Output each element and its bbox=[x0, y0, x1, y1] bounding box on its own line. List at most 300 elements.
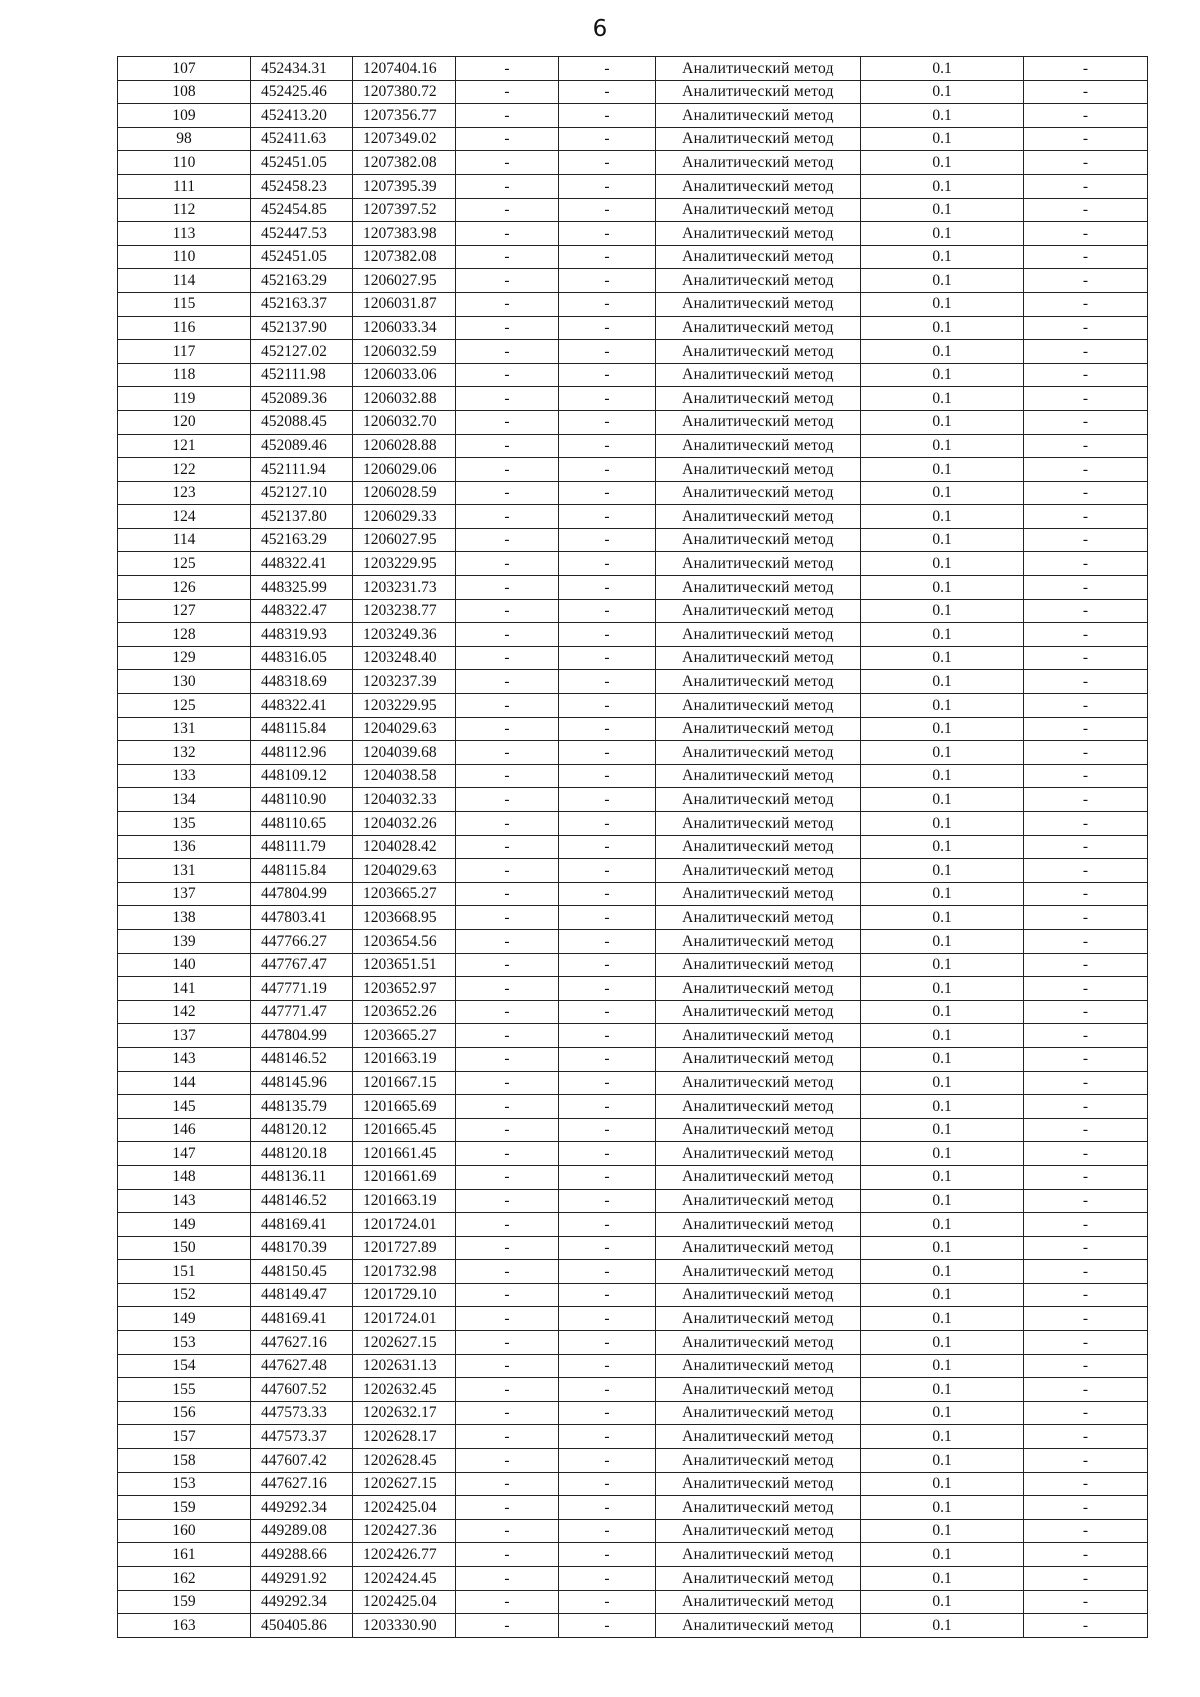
empty-cell-a: - bbox=[456, 458, 559, 482]
x-coordinate-cell: 448146.52 bbox=[251, 1189, 353, 1213]
empty-cell-a: - bbox=[456, 1165, 559, 1189]
accuracy-cell: 0.1 bbox=[861, 929, 1024, 953]
x-coordinate-cell: 452088.45 bbox=[251, 410, 353, 434]
empty-cell-c: - bbox=[1024, 57, 1148, 81]
table-row bbox=[118, 835, 1148, 859]
x-coordinate-cell: 448111.79 bbox=[251, 835, 353, 859]
x-coordinate-cell: 448135.79 bbox=[251, 1095, 353, 1119]
method-cell: Аналитический метод bbox=[656, 104, 861, 128]
accuracy-cell: 0.1 bbox=[861, 505, 1024, 529]
table-row bbox=[118, 458, 1148, 482]
x-coordinate-cell: 452447.53 bbox=[251, 222, 353, 246]
empty-cell-a: - bbox=[456, 859, 559, 883]
y-coordinate-cell: 1204029.63 bbox=[353, 859, 456, 883]
accuracy-cell: 0.1 bbox=[861, 363, 1024, 387]
accuracy-cell: 0.1 bbox=[861, 80, 1024, 104]
y-coordinate-cell: 1207349.02 bbox=[353, 127, 456, 151]
point-number-cell: 124 bbox=[118, 505, 251, 529]
empty-cell-b: - bbox=[559, 363, 656, 387]
empty-cell-a: - bbox=[456, 222, 559, 246]
table-row bbox=[118, 57, 1148, 81]
empty-cell-b: - bbox=[559, 1331, 656, 1355]
method-cell: Аналитический метод bbox=[656, 812, 861, 836]
table-row bbox=[118, 1260, 1148, 1284]
table-row bbox=[118, 1165, 1148, 1189]
point-number-cell: 123 bbox=[118, 481, 251, 505]
accuracy-cell: 0.1 bbox=[861, 340, 1024, 364]
method-cell: Аналитический метод bbox=[656, 1189, 861, 1213]
table-body bbox=[118, 57, 1148, 1638]
y-coordinate-cell: 1203330.90 bbox=[353, 1614, 456, 1638]
point-number-cell: 142 bbox=[118, 1000, 251, 1024]
point-number-cell: 108 bbox=[118, 80, 251, 104]
accuracy-cell: 0.1 bbox=[861, 57, 1024, 81]
table-row bbox=[118, 1543, 1148, 1567]
method-cell: Аналитический метод bbox=[656, 576, 861, 600]
table-row bbox=[118, 127, 1148, 151]
empty-cell-b: - bbox=[559, 1165, 656, 1189]
method-cell: Аналитический метод bbox=[656, 977, 861, 1001]
point-number-cell: 156 bbox=[118, 1401, 251, 1425]
method-cell: Аналитический метод bbox=[656, 599, 861, 623]
empty-cell-b: - bbox=[559, 1354, 656, 1378]
empty-cell-a: - bbox=[456, 929, 559, 953]
table-row bbox=[118, 363, 1148, 387]
method-cell: Аналитический метод bbox=[656, 882, 861, 906]
x-coordinate-cell: 447771.19 bbox=[251, 977, 353, 1001]
y-coordinate-cell: 1203654.56 bbox=[353, 929, 456, 953]
accuracy-cell: 0.1 bbox=[861, 1590, 1024, 1614]
empty-cell-c: - bbox=[1024, 1213, 1148, 1237]
y-coordinate-cell: 1202425.04 bbox=[353, 1590, 456, 1614]
x-coordinate-cell: 447767.47 bbox=[251, 953, 353, 977]
y-coordinate-cell: 1206033.06 bbox=[353, 363, 456, 387]
y-coordinate-cell: 1203229.95 bbox=[353, 552, 456, 576]
empty-cell-c: - bbox=[1024, 269, 1148, 293]
x-coordinate-cell: 452111.98 bbox=[251, 363, 353, 387]
empty-cell-b: - bbox=[559, 1260, 656, 1284]
x-coordinate-cell: 449289.08 bbox=[251, 1519, 353, 1543]
empty-cell-a: - bbox=[456, 788, 559, 812]
empty-cell-a: - bbox=[456, 1024, 559, 1048]
point-number-cell: 138 bbox=[118, 906, 251, 930]
empty-cell-b: - bbox=[559, 340, 656, 364]
method-cell: Аналитический метод bbox=[656, 1378, 861, 1402]
x-coordinate-cell: 448109.12 bbox=[251, 764, 353, 788]
point-number-cell: 143 bbox=[118, 1189, 251, 1213]
method-cell: Аналитический метод bbox=[656, 1472, 861, 1496]
table-row bbox=[118, 882, 1148, 906]
x-coordinate-cell: 449291.92 bbox=[251, 1567, 353, 1591]
accuracy-cell: 0.1 bbox=[861, 1000, 1024, 1024]
table-row bbox=[118, 1496, 1148, 1520]
table-row bbox=[118, 1047, 1148, 1071]
x-coordinate-cell: 449292.34 bbox=[251, 1590, 353, 1614]
empty-cell-c: - bbox=[1024, 1047, 1148, 1071]
method-cell: Аналитический метод bbox=[656, 670, 861, 694]
empty-cell-b: - bbox=[559, 717, 656, 741]
y-coordinate-cell: 1202424.45 bbox=[353, 1567, 456, 1591]
table-row bbox=[118, 1024, 1148, 1048]
empty-cell-a: - bbox=[456, 481, 559, 505]
point-number-cell: 149 bbox=[118, 1213, 251, 1237]
empty-cell-a: - bbox=[456, 1095, 559, 1119]
table-row bbox=[118, 1095, 1148, 1119]
point-number-cell: 132 bbox=[118, 741, 251, 765]
table-row bbox=[118, 764, 1148, 788]
x-coordinate-cell: 452127.02 bbox=[251, 340, 353, 364]
y-coordinate-cell: 1203237.39 bbox=[353, 670, 456, 694]
y-coordinate-cell: 1203665.27 bbox=[353, 882, 456, 906]
y-coordinate-cell: 1201665.45 bbox=[353, 1118, 456, 1142]
y-coordinate-cell: 1206028.59 bbox=[353, 481, 456, 505]
method-cell: Аналитический метод bbox=[656, 1425, 861, 1449]
accuracy-cell: 0.1 bbox=[861, 1024, 1024, 1048]
y-coordinate-cell: 1206032.88 bbox=[353, 387, 456, 411]
x-coordinate-cell: 452137.80 bbox=[251, 505, 353, 529]
method-cell: Аналитический метод bbox=[656, 717, 861, 741]
y-coordinate-cell: 1203668.95 bbox=[353, 906, 456, 930]
y-coordinate-cell: 1203238.77 bbox=[353, 599, 456, 623]
x-coordinate-cell: 448145.96 bbox=[251, 1071, 353, 1095]
method-cell: Аналитический метод bbox=[656, 1071, 861, 1095]
y-coordinate-cell: 1207382.08 bbox=[353, 245, 456, 269]
empty-cell-c: - bbox=[1024, 1236, 1148, 1260]
empty-cell-a: - bbox=[456, 1260, 559, 1284]
y-coordinate-cell: 1202426.77 bbox=[353, 1543, 456, 1567]
empty-cell-c: - bbox=[1024, 1071, 1148, 1095]
table-row bbox=[118, 1118, 1148, 1142]
accuracy-cell: 0.1 bbox=[861, 1213, 1024, 1237]
empty-cell-b: - bbox=[559, 859, 656, 883]
empty-cell-b: - bbox=[559, 1567, 656, 1591]
empty-cell-b: - bbox=[559, 977, 656, 1001]
empty-cell-c: - bbox=[1024, 812, 1148, 836]
empty-cell-b: - bbox=[559, 646, 656, 670]
empty-cell-a: - bbox=[456, 977, 559, 1001]
empty-cell-b: - bbox=[559, 1213, 656, 1237]
accuracy-cell: 0.1 bbox=[861, 953, 1024, 977]
table-row bbox=[118, 528, 1148, 552]
method-cell: Аналитический метод bbox=[656, 623, 861, 647]
accuracy-cell: 0.1 bbox=[861, 127, 1024, 151]
method-cell: Аналитический метод bbox=[656, 1354, 861, 1378]
empty-cell-a: - bbox=[456, 1000, 559, 1024]
table-row bbox=[118, 788, 1148, 812]
x-coordinate-cell: 452089.36 bbox=[251, 387, 353, 411]
empty-cell-c: - bbox=[1024, 434, 1148, 458]
empty-cell-a: - bbox=[456, 363, 559, 387]
accuracy-cell: 0.1 bbox=[861, 717, 1024, 741]
method-cell: Аналитический метод bbox=[656, 741, 861, 765]
empty-cell-b: - bbox=[559, 1614, 656, 1638]
x-coordinate-cell: 452454.85 bbox=[251, 198, 353, 222]
method-cell: Аналитический метод bbox=[656, 1213, 861, 1237]
empty-cell-b: - bbox=[559, 222, 656, 246]
y-coordinate-cell: 1206032.70 bbox=[353, 410, 456, 434]
empty-cell-a: - bbox=[456, 198, 559, 222]
method-cell: Аналитический метод bbox=[656, 764, 861, 788]
empty-cell-c: - bbox=[1024, 1095, 1148, 1119]
y-coordinate-cell: 1203651.51 bbox=[353, 953, 456, 977]
accuracy-cell: 0.1 bbox=[861, 481, 1024, 505]
table-row bbox=[118, 387, 1148, 411]
table-row bbox=[118, 859, 1148, 883]
x-coordinate-cell: 448169.41 bbox=[251, 1307, 353, 1331]
accuracy-cell: 0.1 bbox=[861, 977, 1024, 1001]
empty-cell-b: - bbox=[559, 269, 656, 293]
method-cell: Аналитический метод bbox=[656, 1401, 861, 1425]
accuracy-cell: 0.1 bbox=[861, 1307, 1024, 1331]
empty-cell-c: - bbox=[1024, 859, 1148, 883]
x-coordinate-cell: 448319.93 bbox=[251, 623, 353, 647]
point-number-cell: 150 bbox=[118, 1236, 251, 1260]
point-number-cell: 117 bbox=[118, 340, 251, 364]
empty-cell-c: - bbox=[1024, 953, 1148, 977]
empty-cell-c: - bbox=[1024, 1401, 1148, 1425]
table-row bbox=[118, 1567, 1148, 1591]
empty-cell-b: - bbox=[559, 1000, 656, 1024]
point-number-cell: 116 bbox=[118, 316, 251, 340]
method-cell: Аналитический метод bbox=[656, 1000, 861, 1024]
table-row bbox=[118, 1283, 1148, 1307]
method-cell: Аналитический метод bbox=[656, 1095, 861, 1119]
point-number-cell: 125 bbox=[118, 694, 251, 718]
x-coordinate-cell: 447627.16 bbox=[251, 1472, 353, 1496]
empty-cell-a: - bbox=[456, 1331, 559, 1355]
table-row bbox=[118, 1472, 1148, 1496]
accuracy-cell: 0.1 bbox=[861, 906, 1024, 930]
empty-cell-b: - bbox=[559, 1047, 656, 1071]
table-row bbox=[118, 741, 1148, 765]
method-cell: Аналитический метод bbox=[656, 340, 861, 364]
empty-cell-a: - bbox=[456, 717, 559, 741]
y-coordinate-cell: 1201667.15 bbox=[353, 1071, 456, 1095]
method-cell: Аналитический метод bbox=[656, 458, 861, 482]
x-coordinate-cell: 448115.84 bbox=[251, 717, 353, 741]
empty-cell-a: - bbox=[456, 292, 559, 316]
empty-cell-c: - bbox=[1024, 528, 1148, 552]
point-number-cell: 131 bbox=[118, 717, 251, 741]
empty-cell-c: - bbox=[1024, 882, 1148, 906]
point-number-cell: 135 bbox=[118, 812, 251, 836]
x-coordinate-cell: 448322.41 bbox=[251, 694, 353, 718]
empty-cell-b: - bbox=[559, 104, 656, 128]
x-coordinate-cell: 447804.99 bbox=[251, 882, 353, 906]
x-coordinate-cell: 448110.65 bbox=[251, 812, 353, 836]
method-cell: Аналитический метод bbox=[656, 1118, 861, 1142]
x-coordinate-cell: 447627.16 bbox=[251, 1331, 353, 1355]
empty-cell-b: - bbox=[559, 1449, 656, 1473]
x-coordinate-cell: 452137.90 bbox=[251, 316, 353, 340]
point-number-cell: 115 bbox=[118, 292, 251, 316]
empty-cell-b: - bbox=[559, 599, 656, 623]
method-cell: Аналитический метод bbox=[656, 174, 861, 198]
y-coordinate-cell: 1202632.45 bbox=[353, 1378, 456, 1402]
y-coordinate-cell: 1204028.42 bbox=[353, 835, 456, 859]
table-row bbox=[118, 1401, 1148, 1425]
empty-cell-b: - bbox=[559, 764, 656, 788]
empty-cell-b: - bbox=[559, 127, 656, 151]
point-number-cell: 147 bbox=[118, 1142, 251, 1166]
empty-cell-a: - bbox=[456, 1543, 559, 1567]
method-cell: Аналитический метод bbox=[656, 292, 861, 316]
method-cell: Аналитический метод bbox=[656, 481, 861, 505]
empty-cell-a: - bbox=[456, 1213, 559, 1237]
empty-cell-a: - bbox=[456, 1449, 559, 1473]
y-coordinate-cell: 1207383.98 bbox=[353, 222, 456, 246]
empty-cell-c: - bbox=[1024, 198, 1148, 222]
point-number-cell: 148 bbox=[118, 1165, 251, 1189]
x-coordinate-cell: 448112.96 bbox=[251, 741, 353, 765]
point-number-cell: 98 bbox=[118, 127, 251, 151]
method-cell: Аналитический метод bbox=[656, 788, 861, 812]
point-number-cell: 120 bbox=[118, 410, 251, 434]
table-row bbox=[118, 340, 1148, 364]
empty-cell-a: - bbox=[456, 953, 559, 977]
empty-cell-c: - bbox=[1024, 977, 1148, 1001]
empty-cell-c: - bbox=[1024, 458, 1148, 482]
table-row bbox=[118, 151, 1148, 175]
empty-cell-b: - bbox=[559, 882, 656, 906]
method-cell: Аналитический метод bbox=[656, 906, 861, 930]
x-coordinate-cell: 448150.45 bbox=[251, 1260, 353, 1284]
accuracy-cell: 0.1 bbox=[861, 812, 1024, 836]
empty-cell-b: - bbox=[559, 1118, 656, 1142]
empty-cell-b: - bbox=[559, 953, 656, 977]
table-row bbox=[118, 434, 1148, 458]
point-number-cell: 161 bbox=[118, 1543, 251, 1567]
y-coordinate-cell: 1201729.10 bbox=[353, 1283, 456, 1307]
y-coordinate-cell: 1206031.87 bbox=[353, 292, 456, 316]
method-cell: Аналитический метод bbox=[656, 80, 861, 104]
y-coordinate-cell: 1206032.59 bbox=[353, 340, 456, 364]
empty-cell-c: - bbox=[1024, 1189, 1148, 1213]
empty-cell-c: - bbox=[1024, 1567, 1148, 1591]
accuracy-cell: 0.1 bbox=[861, 1543, 1024, 1567]
empty-cell-c: - bbox=[1024, 1000, 1148, 1024]
y-coordinate-cell: 1201724.01 bbox=[353, 1307, 456, 1331]
point-number-cell: 145 bbox=[118, 1095, 251, 1119]
y-coordinate-cell: 1201661.69 bbox=[353, 1165, 456, 1189]
empty-cell-a: - bbox=[456, 646, 559, 670]
empty-cell-c: - bbox=[1024, 292, 1148, 316]
empty-cell-a: - bbox=[456, 1614, 559, 1638]
y-coordinate-cell: 1202631.13 bbox=[353, 1354, 456, 1378]
y-coordinate-cell: 1204032.26 bbox=[353, 812, 456, 836]
accuracy-cell: 0.1 bbox=[861, 1189, 1024, 1213]
method-cell: Аналитический метод bbox=[656, 387, 861, 411]
method-cell: Аналитический метод bbox=[656, 1047, 861, 1071]
point-number-cell: 153 bbox=[118, 1472, 251, 1496]
empty-cell-c: - bbox=[1024, 1307, 1148, 1331]
empty-cell-b: - bbox=[559, 1496, 656, 1520]
empty-cell-b: - bbox=[559, 410, 656, 434]
point-number-cell: 126 bbox=[118, 576, 251, 600]
point-number-cell: 152 bbox=[118, 1283, 251, 1307]
point-number-cell: 139 bbox=[118, 929, 251, 953]
empty-cell-c: - bbox=[1024, 174, 1148, 198]
accuracy-cell: 0.1 bbox=[861, 104, 1024, 128]
point-number-cell: 114 bbox=[118, 528, 251, 552]
empty-cell-b: - bbox=[559, 316, 656, 340]
accuracy-cell: 0.1 bbox=[861, 151, 1024, 175]
table-row bbox=[118, 1354, 1148, 1378]
empty-cell-c: - bbox=[1024, 1118, 1148, 1142]
empty-cell-a: - bbox=[456, 127, 559, 151]
empty-cell-a: - bbox=[456, 741, 559, 765]
empty-cell-c: - bbox=[1024, 576, 1148, 600]
table-row bbox=[118, 104, 1148, 128]
empty-cell-c: - bbox=[1024, 835, 1148, 859]
empty-cell-c: - bbox=[1024, 1260, 1148, 1284]
point-number-cell: 158 bbox=[118, 1449, 251, 1473]
table-row bbox=[118, 1519, 1148, 1543]
empty-cell-c: - bbox=[1024, 363, 1148, 387]
table-row bbox=[118, 505, 1148, 529]
y-coordinate-cell: 1206029.06 bbox=[353, 458, 456, 482]
accuracy-cell: 0.1 bbox=[861, 764, 1024, 788]
empty-cell-c: - bbox=[1024, 788, 1148, 812]
y-coordinate-cell: 1204029.63 bbox=[353, 717, 456, 741]
accuracy-cell: 0.1 bbox=[861, 1331, 1024, 1355]
empty-cell-a: - bbox=[456, 552, 559, 576]
table-row bbox=[118, 1236, 1148, 1260]
method-cell: Аналитический метод bbox=[656, 929, 861, 953]
method-cell: Аналитический метод bbox=[656, 1567, 861, 1591]
table-row bbox=[118, 1213, 1148, 1237]
point-number-cell: 127 bbox=[118, 599, 251, 623]
empty-cell-b: - bbox=[559, 1189, 656, 1213]
empty-cell-c: - bbox=[1024, 646, 1148, 670]
x-coordinate-cell: 448325.99 bbox=[251, 576, 353, 600]
empty-cell-b: - bbox=[559, 1519, 656, 1543]
empty-cell-b: - bbox=[559, 1425, 656, 1449]
table-row bbox=[118, 694, 1148, 718]
empty-cell-c: - bbox=[1024, 929, 1148, 953]
empty-cell-c: - bbox=[1024, 741, 1148, 765]
point-number-cell: 155 bbox=[118, 1378, 251, 1402]
point-number-cell: 109 bbox=[118, 104, 251, 128]
point-number-cell: 159 bbox=[118, 1590, 251, 1614]
y-coordinate-cell: 1202627.15 bbox=[353, 1331, 456, 1355]
empty-cell-c: - bbox=[1024, 151, 1148, 175]
x-coordinate-cell: 448322.41 bbox=[251, 552, 353, 576]
method-cell: Аналитический метод bbox=[656, 1519, 861, 1543]
empty-cell-c: - bbox=[1024, 694, 1148, 718]
empty-cell-b: - bbox=[559, 1543, 656, 1567]
method-cell: Аналитический метод bbox=[656, 1236, 861, 1260]
empty-cell-b: - bbox=[559, 1071, 656, 1095]
x-coordinate-cell: 448149.47 bbox=[251, 1283, 353, 1307]
point-number-cell: 146 bbox=[118, 1118, 251, 1142]
empty-cell-a: - bbox=[456, 174, 559, 198]
x-coordinate-cell: 447607.52 bbox=[251, 1378, 353, 1402]
accuracy-cell: 0.1 bbox=[861, 222, 1024, 246]
point-number-cell: 141 bbox=[118, 977, 251, 1001]
empty-cell-a: - bbox=[456, 269, 559, 293]
empty-cell-c: - bbox=[1024, 906, 1148, 930]
table-row bbox=[118, 1614, 1148, 1638]
method-cell: Аналитический метод bbox=[656, 1024, 861, 1048]
y-coordinate-cell: 1201663.19 bbox=[353, 1047, 456, 1071]
empty-cell-c: - bbox=[1024, 1283, 1148, 1307]
empty-cell-b: - bbox=[559, 788, 656, 812]
empty-cell-b: - bbox=[559, 1472, 656, 1496]
table-row bbox=[118, 80, 1148, 104]
method-cell: Аналитический метод bbox=[656, 552, 861, 576]
empty-cell-a: - bbox=[456, 1118, 559, 1142]
